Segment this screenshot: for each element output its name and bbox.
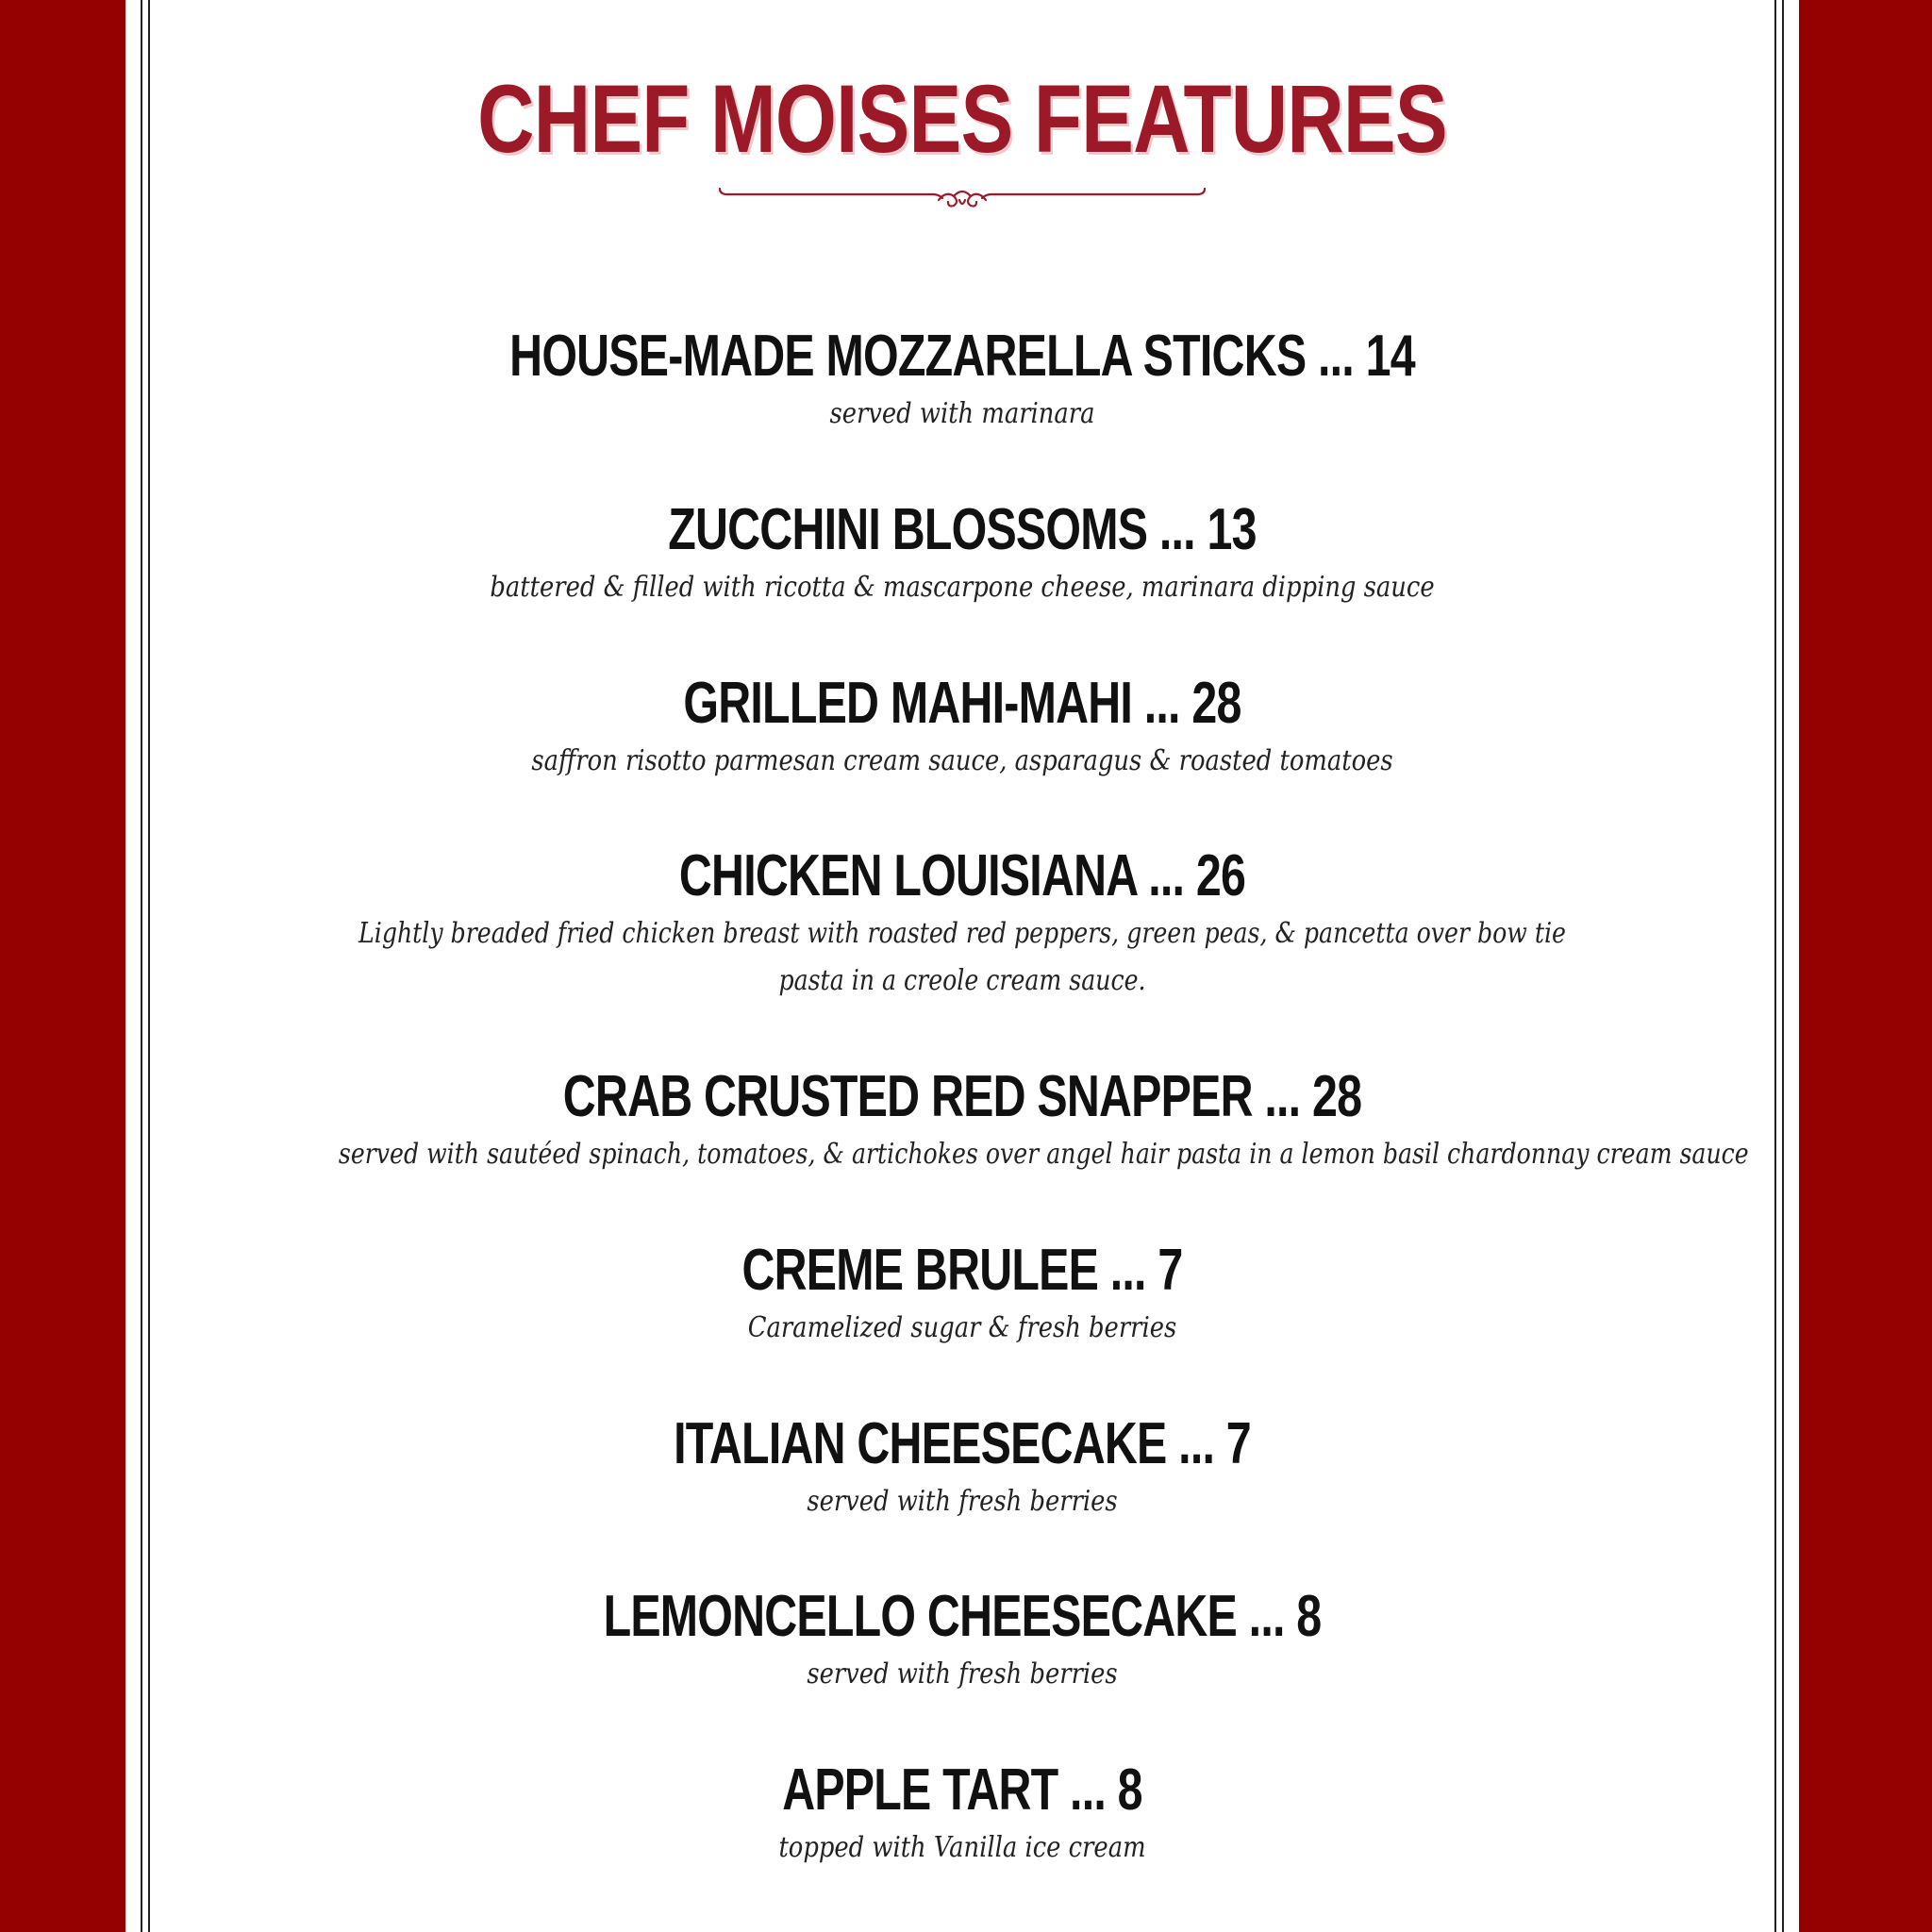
- item-name: APPLE TART ... 8: [782, 1757, 1142, 1823]
- item-description: Lightly breaded fried chicken breast with roasted red peppers, green peas, & pancetta over bow tie pasta in a creole cream sauce.: [358, 917, 1566, 997]
- menu-item: [220, 496, 1705, 611]
- flourish-divider-icon: [716, 179, 1208, 213]
- item-name: ITALIAN CHEESECAKE ... 7: [674, 1411, 1251, 1476]
- item-description: battered & filled with ricotta & mascarpone cheese, marinara dipping sauce: [490, 571, 1435, 604]
- item-name: HOUSE-MADE MOZZARELLA STICKS ... 14: [509, 324, 1415, 389]
- item-name: GRILLED MAHI-MAHI ... 28: [683, 671, 1241, 736]
- menu-page: [125, 0, 1799, 1932]
- item-description: served with fresh berries: [807, 1657, 1118, 1690]
- item-description: served with fresh berries: [807, 1485, 1118, 1518]
- item-name: CHICKEN LOUISIANA ... 26: [678, 843, 1246, 908]
- menu-item: [220, 1063, 1749, 1178]
- item-description: Caramelized sugar & fresh berries: [747, 1311, 1177, 1344]
- menu-item: [220, 670, 1705, 785]
- menu-item: [220, 323, 1705, 438]
- item-name: LEMONCELLO CHEESECAKE ... 8: [603, 1584, 1322, 1649]
- item-description: saffron risotto parmesan cream sauce, asparagus & roasted tomatoes: [531, 744, 1393, 777]
- item-name: ZUCCHINI BLOSSOMS ... 13: [668, 497, 1257, 562]
- item-name: CRAB CRUSTED RED SNAPPER ... 28: [562, 1064, 1362, 1129]
- menu-item: [220, 1583, 1705, 1698]
- item-name: CREME BRULEE ... 7: [741, 1238, 1183, 1303]
- menu-item: [220, 1237, 1705, 1352]
- item-description: served with sautéed spinach, tomatoes, & artichokes over angel hair pasta in a lemon basil chardonnay cream sauce: [338, 1138, 1749, 1171]
- menu-item: [220, 842, 1705, 1005]
- menu-title: CHEF MOISES FEATURES: [477, 65, 1447, 173]
- item-description: served with marinara: [829, 397, 1095, 430]
- item-description: topped with Vanilla ice cream: [778, 1831, 1146, 1864]
- menu-item: [220, 1410, 1705, 1525]
- menu-item: [220, 1757, 1705, 1872]
